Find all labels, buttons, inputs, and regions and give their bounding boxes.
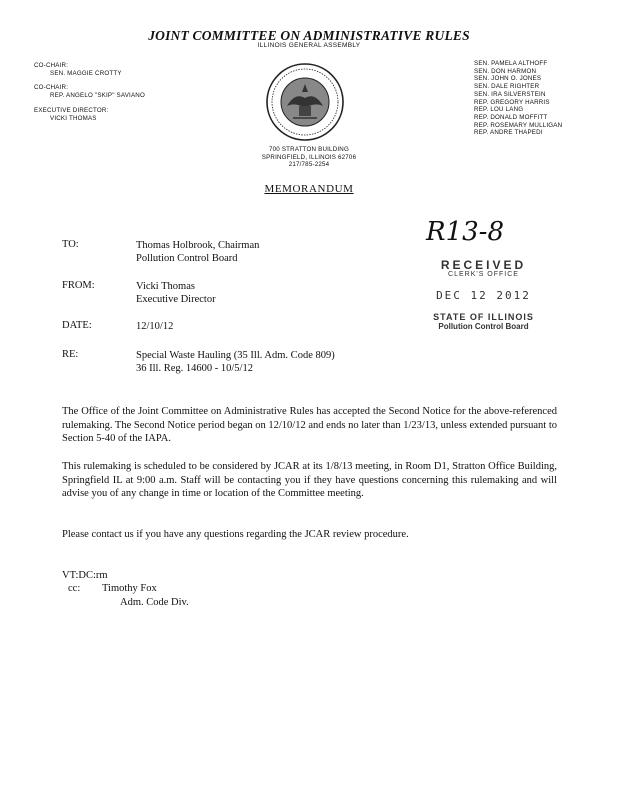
address-line-1: 700 STRATTON BUILDING	[269, 146, 349, 153]
stamp-clerks-office: CLERK'S OFFICE	[448, 271, 519, 278]
memo-heading	[0, 183, 618, 195]
from-label: FROM:	[62, 280, 95, 291]
member: SEN. DALE RIGHTER	[474, 83, 540, 91]
member: SEN. IRA SILVERSTEIN	[474, 90, 546, 98]
member: REP. GREGORY HARRIS	[474, 98, 550, 106]
member: SEN. DON HARMON	[474, 67, 537, 75]
initials: VT:DC:rm	[62, 570, 108, 581]
exec-director-name: VICKI THOMAS	[50, 114, 97, 122]
member: SEN. JOHN O. JONES	[474, 75, 542, 83]
member: REP. DONALD MOFFITT	[474, 113, 548, 121]
exec-director-label: EXECUTIVE DIRECTOR:	[34, 106, 109, 114]
re-value	[136, 349, 335, 375]
from-line-1: Vicki Thomas	[136, 281, 195, 292]
address-line-2: SPRINGFIELD, ILLINOIS 62706	[261, 153, 357, 161]
to-line-2: Pollution Control Board	[136, 253, 238, 264]
state-seal-icon	[265, 62, 345, 142]
memo-heading-text: MEMORANDUM	[264, 183, 354, 195]
body-paragraph-2: This rulemaking is scheduled to be considered by JCAR at its 1/8/13 meeting, in Room D1, Stratton Office Building, Springfield IL at 9:00 a.m. Staff will be contacting you if they have questions concerning this rulemaking and will advise you of any change in time or location of the Committee meeting.	[62, 461, 557, 499]
to-value	[136, 239, 259, 265]
to-label: TO:	[62, 239, 79, 250]
cochair2-name: REP. ANGELO "SKIP" SAVIANO	[50, 92, 145, 100]
cochair-label: CO-CHAIR:	[34, 62, 69, 69]
re-line-1: Special Waste Hauling (35 Ill. Adm. Code 809)	[136, 350, 335, 361]
cc-recipient-2: Adm. Code Div.	[120, 597, 189, 608]
left-officers	[34, 62, 145, 122]
cochair2-label: CO-CHAIR:	[34, 84, 69, 92]
re-label: RE:	[62, 349, 79, 360]
address-line-3: 217/785-2254	[288, 161, 330, 169]
member: REP. ANDRE THAPEDI	[474, 129, 543, 137]
stamp-date: DEC 12 2012	[436, 289, 531, 302]
cochair-name: SEN. MAGGIE CROTTY	[50, 69, 122, 77]
body-paragraph-1: The Office of the Joint Committee on Administrative Rules has accepted the Second Notice for the above-referenced rulemaking. The Second Notice period began on 12/10/12 and ends no later than 1/23/13, unless extended pursuant to Section 5-40 of the IAPA.	[62, 406, 557, 444]
stamp-state: STATE OF ILLINOIS	[433, 312, 534, 322]
handwritten-note-text: R13-8	[426, 217, 504, 247]
office-address	[0, 146, 618, 169]
from-line-2: Executive Director	[136, 294, 216, 305]
member: SEN. PAMELA ALTHOFF	[474, 60, 548, 67]
handwritten-docket-note	[424, 208, 524, 250]
date-label: DATE:	[62, 320, 92, 331]
member: REP. LOU LANG	[474, 106, 524, 114]
to-line-1: Thomas Holbrook, Chairman	[136, 240, 260, 251]
from-value	[136, 280, 216, 306]
right-members	[474, 60, 562, 137]
committee-title: JOINT COMMITTEE ON ADMINISTRATIVE RULES	[148, 28, 470, 43]
cc-recipient-1: Timothy Fox	[102, 583, 157, 594]
committee-subtitle: ILLINOIS GENERAL ASSEMBLY	[257, 42, 361, 49]
body-paragraph-3: Please contact us if you have any questions regarding the JCAR review procedure.	[62, 529, 409, 540]
stamp-received: RECEIVED	[440, 258, 527, 272]
date-value: 12/10/12	[136, 321, 174, 332]
re-line-2: 36 Ill. Reg. 14600 - 10/5/12	[136, 363, 253, 374]
received-stamp	[426, 258, 541, 331]
member: REP. ROSEMARY MULLIGAN	[474, 121, 563, 129]
cc-label: cc:	[68, 583, 81, 594]
stamp-board: Pollution Control Board	[438, 322, 529, 331]
